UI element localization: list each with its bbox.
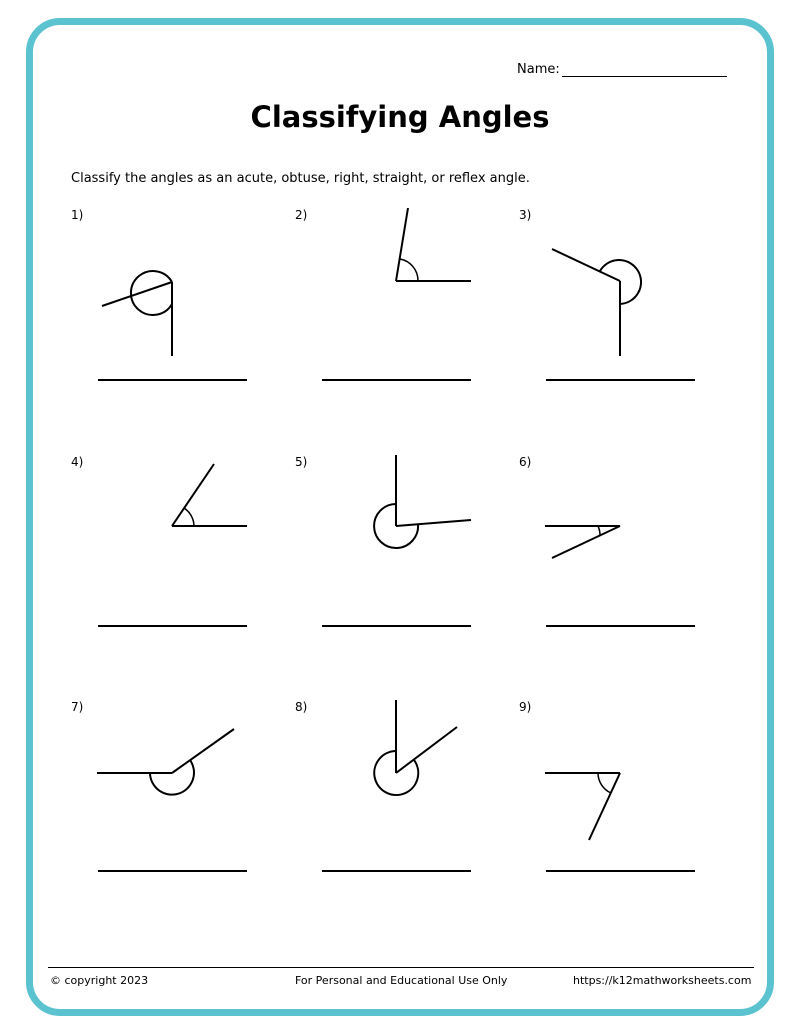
instructions: Classify the angles as an acute, obtuse, right, straight, or reflex angle.: [71, 171, 530, 186]
angle-arc: [150, 760, 194, 795]
problem-number: 1): [71, 208, 84, 222]
problem-5: [295, 455, 505, 655]
problem-number: 9): [519, 700, 532, 714]
angle-arc: [400, 259, 418, 281]
problem-8: [295, 700, 505, 900]
problem-2: [295, 208, 505, 408]
name-label: Name:: [517, 62, 560, 77]
answer-line[interactable]: [546, 379, 695, 381]
footer-copyright: © copyright 2023: [50, 974, 149, 987]
angle-ray: [552, 526, 620, 558]
answer-line[interactable]: [98, 870, 247, 872]
answer-line[interactable]: [322, 625, 471, 627]
footer-divider: [48, 967, 754, 968]
problem-6: [519, 455, 729, 655]
answer-line[interactable]: [546, 625, 695, 627]
problem-9: [519, 700, 729, 900]
angle-diagram: [295, 208, 505, 408]
angle-ray: [396, 208, 408, 281]
footer-usage: For Personal and Educational Use Only: [295, 974, 508, 987]
name-field[interactable]: [517, 62, 727, 77]
problem-number: 6): [519, 455, 532, 469]
problem-1: [71, 208, 281, 408]
problem-number: 4): [71, 455, 84, 469]
angle-arc: [184, 508, 194, 526]
problem-number: 5): [295, 455, 308, 469]
problem-7: [71, 700, 281, 900]
answer-line[interactable]: [98, 625, 247, 627]
angle-ray: [172, 729, 234, 773]
angle-ray: [589, 773, 620, 840]
answer-line[interactable]: [322, 870, 471, 872]
name-blank[interactable]: [562, 64, 727, 77]
problem-number: 7): [71, 700, 84, 714]
problem-number: 2): [295, 208, 308, 222]
angle-arc: [598, 526, 600, 536]
problem-3: [519, 208, 729, 408]
angle-arc: [598, 773, 611, 793]
problem-4: [71, 455, 281, 655]
angle-diagram: [71, 208, 281, 408]
angle-ray: [396, 520, 471, 526]
footer-url[interactable]: https://k12mathworksheets.com: [573, 974, 752, 987]
page-title: Classifying Angles: [250, 100, 550, 134]
answer-line[interactable]: [546, 870, 695, 872]
problem-number: 8): [295, 700, 308, 714]
answer-line[interactable]: [98, 379, 247, 381]
angle-ray: [102, 282, 172, 306]
angle-ray: [172, 464, 214, 526]
angle-diagram: [519, 208, 729, 408]
angle-ray: [552, 249, 620, 281]
angle-ray: [396, 727, 457, 773]
problem-number: 3): [519, 208, 532, 222]
answer-line[interactable]: [322, 379, 471, 381]
